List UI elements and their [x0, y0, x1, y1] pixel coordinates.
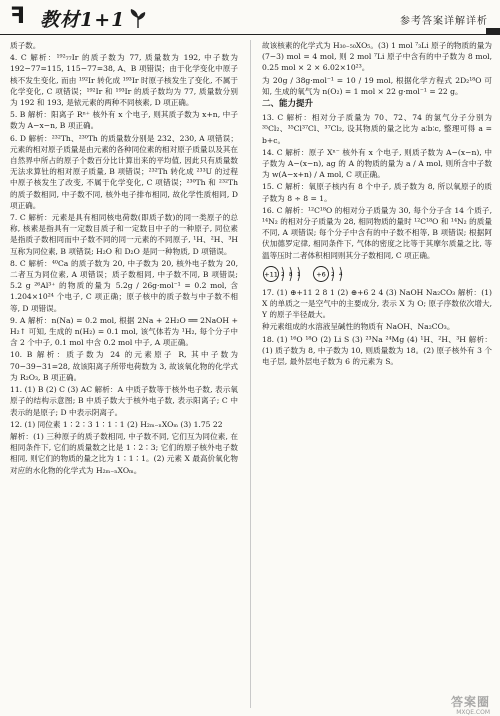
- watermark: 答案圈: [450, 695, 490, 709]
- book-icon: ꟻ: [10, 4, 26, 29]
- column-divider: [250, 40, 251, 708]
- answer-paragraph: 8. C 解析：⁴⁰Ca 的质子数为 20, 中子数为 20, 核外电子数为 20, 二者互为同位素, A 项错误；质子数相同, 中子数不同, B 项错误; 5.2 g ²⁶Al³⁺ 的物质的量为 5.2g / 26g·mol⁻¹ = 0.2 mol, 含 1.204×10²⁴ 个电子, C 项正确；原子核中的质子数与中子数不相等, D 项错误。: [10, 258, 238, 313]
- svg-text:2: 2: [331, 271, 335, 278]
- answer-paragraph: 种元素组成的水溶液呈碱性的物质有 NaOH、Na₂CO₃。: [262, 322, 455, 332]
- answer-paragraph: 11. (1) B (2) C (3) AC 解析：A 中质子数等于核外电子数, 表示氧原子的结构示意图; B 中质子数大于核外电子数, 表示阳离子; C 中表示的是原子; D 中表示阴离子。: [10, 385, 238, 417]
- answer-paragraph: 质子数。: [10, 41, 41, 50]
- watermark-url: MXQE.COM: [456, 709, 490, 716]
- svg-text:+11: +11: [264, 270, 278, 279]
- answer-paragraph: 10. B 解析：质子数为 24 的元素原子 R, 其中子数为 70−39−31=28, 故该阳离子所带电荷数为 3, 故该氧化物的化学式为 R₂O₃, B 项正确。: [10, 350, 238, 382]
- answer-paragraph: 16. C 解析：¹²C¹⁸O 的相对分子质量为 30, 每个分子含 14 个质子, ¹⁴N₂ 的相对分子质量为 28, 相同物质的量时 ¹²C¹⁸O 和 ¹⁴N₂ 的质量不同, A 项错误; 每个分子中含有的中子数不相等, B 项错误; 根据阿伏加德罗定律, 相同条件下, 气体的密度之比等于其摩尔质量之比, 等温等压时二者体积相同则其分子数相同, C 项正确。: [262, 205, 492, 260]
- svg-text:4: 4: [339, 271, 343, 278]
- answer-paragraph: 5. B 解析：阳离子 Rⁿ⁺ 核外有 x 个电子, 则其质子数为 x+n, 中子数为 A−x−n, B 项正确。: [10, 110, 238, 131]
- header-section-title: 参考答案详解详析: [400, 16, 488, 27]
- page-tab-marker: [486, 28, 500, 34]
- answer-paragraph: 17. (1) ⊕+11 2 8 1 (2) ⊕+6 2 4 (3) NaOH Na₂CO₃ 解析：(1) X 的单质之一是空气中的主要成分, 表示 X 为 O; 原子序数依次增大, Y 的原子半径最大。: [262, 287, 492, 320]
- svg-text:2: 2: [281, 271, 285, 278]
- sprout-icon: [126, 6, 150, 30]
- svg-text:+6: +6: [316, 270, 326, 279]
- atom-diagram-sodium: [262, 263, 308, 285]
- left-column: [10, 40, 238, 712]
- answer-paragraph: 为 20g / 38g·mol⁻¹ = 10 / 19 mol, 根据化学方程式 2D₂¹⁸O 可知, 生成的氧气为 n(O₂) = 1 mol × 22 g·mol⁻¹ = 22 g。: [262, 75, 492, 96]
- answer-paragraph: 9. A 解析：n(Na) = 0.2 mol, 根据 2Na + 2H₂O ══ 2NaOH + H₂↑ 可知, 生成的 n(H₂) = 0.1 mol, 该气体若为 ¹H₂, 每个分子中含 2 个中子, 0.1 mol 中含 0.2 mol 中子, A 项正确。: [10, 315, 238, 348]
- section-heading: 二、能力提升: [262, 99, 314, 110]
- answer-paragraph: 13. C 解析：相对分子质量为 70、72、74 的氯气分子分别为 ³⁵Cl₂、³⁵Cl³⁷Cl、³⁷Cl₂, 设其物质的量之比为 a∶b∶c, 整理可得 a = b+c。: [262, 113, 492, 145]
- atom-diagram-carbon: [312, 263, 358, 285]
- svg-text:8: 8: [289, 271, 293, 278]
- answer-paragraph: 4. C 解析：¹⁹²₇₇Ir 的质子数为 77, 质量数为 192, 中子数为 192−77=115, 115−77=38, A、B 项错误；由于化学变化中原子核不发生变化, 而由 ¹⁹²Ir 转化成 ¹⁹³Ir 时原子核发生了变化, 不属于化学变化, C 项错误；¹⁹²Ir 和 ¹⁹³Ir 的质子数均为 77, 质量数分别为 192 和 193, 是铱元素的两种不同核素, D 项正确。: [10, 53, 238, 108]
- answer-paragraph: 6. D 解析：²³²Th、²³⁰Th 的质量数分别是 232、230, A 项错误；元素的相对原子质量是由元素的各种同位素的相对原子质量以及其在自然界中所占的原子个数百分比计算出来的平均值, 因此只有质量数无法求算钍的相对原子质量, B 项错误；²³²Th 转化成 ²³³U 的过程中原子核发生了改变, 不属于化学变化, C 项错误；²³⁰Th 和 ²³²Th 的质子数相同, 中子数不同, 核外电子排布相同, 故化学性质相同, D 项正确。: [10, 133, 238, 210]
- atom-structure-diagrams: [262, 263, 492, 285]
- brand-title: 教材1+1: [40, 9, 126, 31]
- brand-logo: [10, 4, 160, 32]
- svg-text:1: 1: [297, 271, 301, 278]
- answer-paragraph: 15. C 解析：氧原子核内有 8 个中子, 质子数为 8, 所以氧原子的质子数为 8 ÷ 8 = 1。: [262, 182, 492, 203]
- page-header: [0, 0, 500, 35]
- right-column: [262, 40, 492, 712]
- answer-paragraph: 12. (1) 同位素 1∶2∶3 1∶1∶1 (2) H₂ₘ₋ₙXOₘ (3) 1.75 22: [10, 419, 223, 429]
- answer-paragraph: 14. C 解析：原子 Xⁿ⁻ 核外有 x 个电子, 则质子数为 A−(x−n), 中子数为 A−(x−n), ag 的 A 的物质的量为 a / A mol, 则所含中子数为 w(A−x+n) / A mol, C 项正确。: [262, 147, 492, 180]
- answer-paragraph: 7. C 解析：元素是具有相同核电荷数(即质子数)的同一类原子的总称, 核素是指具有一定数目质子和一定数目中子的一种原子, 同位素是指质子数相同而中子数不同的同一元素的不同原子, ¹H、²H、³H 互称为同位素, B 项错误; H₂O 和 D₂O 是同一种物质, D 项错误。: [10, 213, 238, 256]
- answer-paragraph: 故该核素的化学式为 H₃₀₋₅₀XO₅。(3) 1 mol ⁷₃Li 原子的物质的量为 (7−3) mol = 4 mol, 则 2 mol ⁷Li 原子中含有的中子数为 8 mol, 0.25 mol × 2 × 6.02×10²³。: [262, 41, 492, 73]
- answer-paragraph: 解析：(1) 三种原子的质子数相同, 中子数不同, 它们互为同位素, 在相同条件下, 它们的质量数之比是 1∶2∶3; 它们的原子核外电子数相同, 则它们的物质的量之比为 1∶1∶1。(2) 元素 X 最高价氧化物对应的水化物的化学式为 H₂ₘ₋ₙXOₘ。: [10, 431, 238, 475]
- answer-paragraph: 18. (1) ¹⁶O ¹⁸O (2) Li S (3) ²³Na ²⁴Mg (4) ¹H、²H、³H 解析：(1) 质子数为 8, 中子数为 10, 则质量数为 18。(2) 原子核外有 3 个电子层, 最外层电子数为 6 的元素为 S。: [262, 334, 492, 367]
